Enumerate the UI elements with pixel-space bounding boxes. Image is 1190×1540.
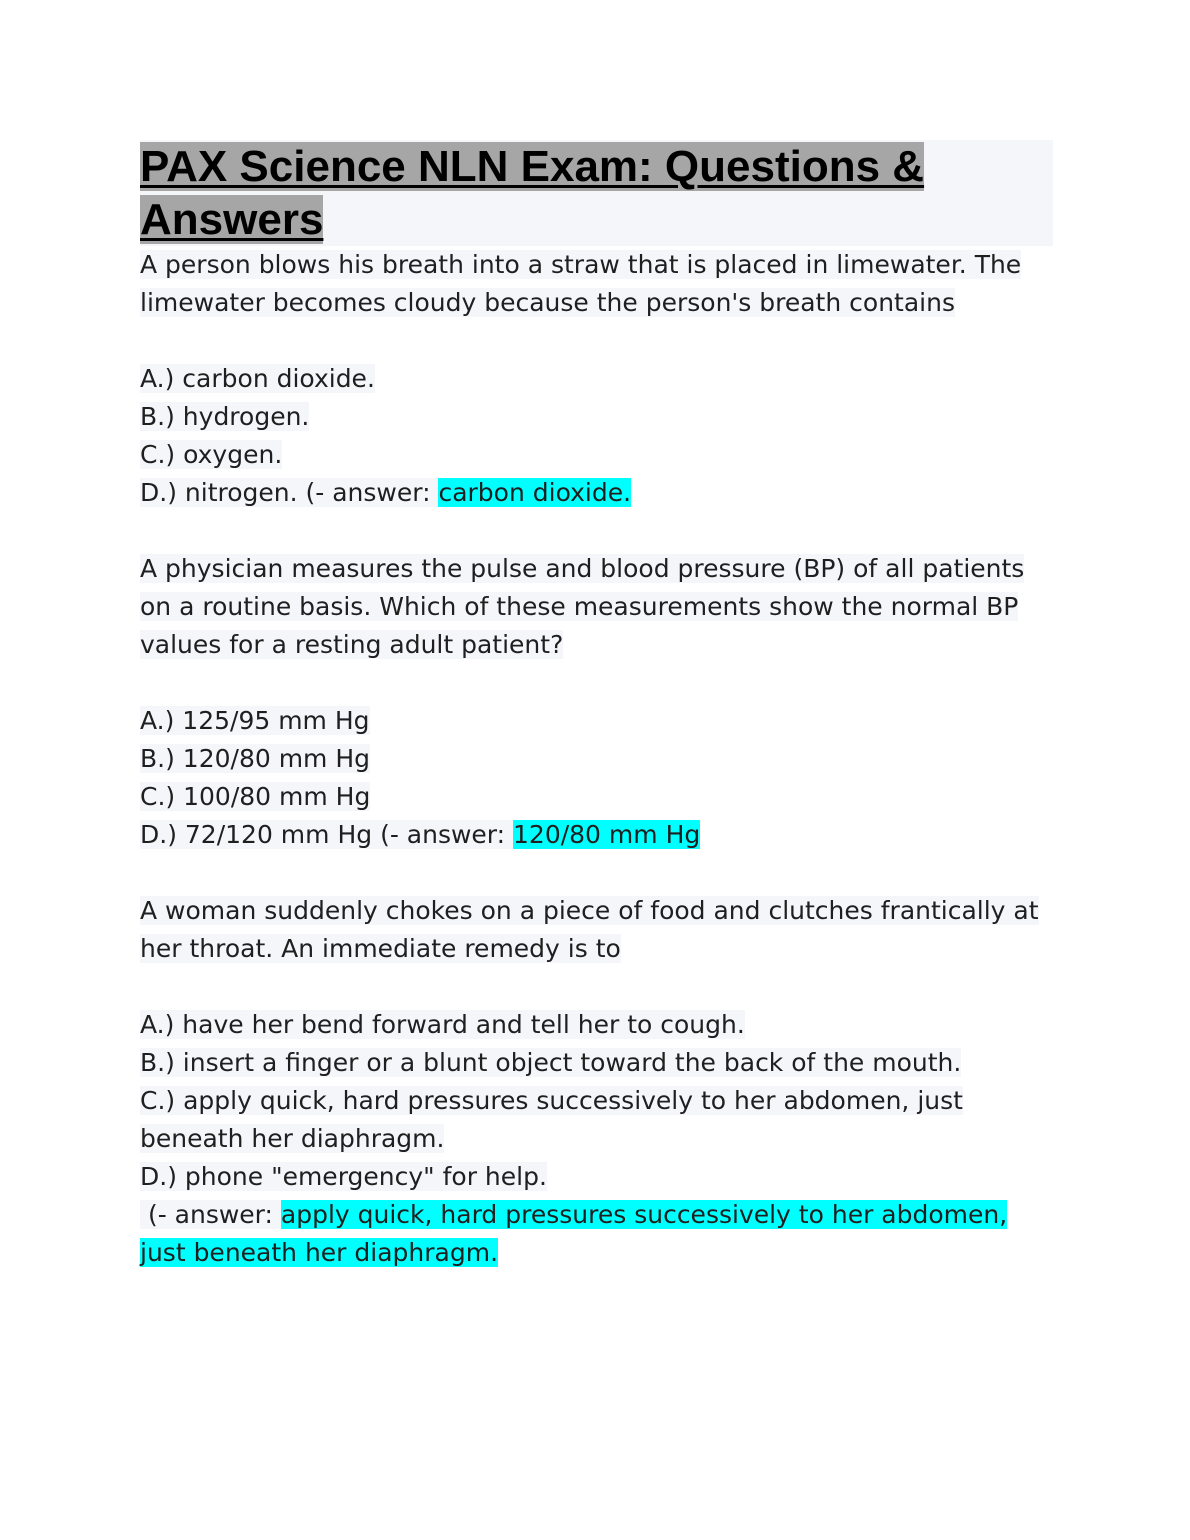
question-3-answer-line-2: just beneath her diaphragm. [140,1238,499,1267]
question-1 [140,246,1055,550]
question-2-stem-line-1: A physician measures the pulse and blood pressure (BP) of all patients [140,554,1025,583]
question-2-answer: 120/80 mm Hg [513,820,701,849]
question-2 [140,550,1055,892]
question-2-option-a: A.) 125/95 mm Hg [140,706,370,735]
question-1-option-d: D.) nitrogen. (- answer: [140,478,439,507]
question-3-stem-line-1: A woman suddenly chokes on a piece of food and clutches frantically at [140,896,1039,925]
question-3-stem-line-2: her throat. An immediate remedy is to [140,934,621,963]
question-3-option-b: B.) insert a finger or a blunt object toward the back of the mouth. [140,1048,962,1077]
question-1-stem-line-2: limewater becomes cloudy because the person's breath contains [140,288,955,317]
question-1-option-a: A.) carbon dioxide. [140,364,375,393]
question-1-stem-line-1: A person blows his breath into a straw that is placed in limewater. The [140,250,1022,279]
title-line-1: PAX Science NLN Exam: Questions & [140,142,925,191]
title-block [140,140,1053,246]
question-3-option-c-line-1: C.) apply quick, hard pressures successively to her abdomen, just [140,1086,963,1115]
question-3-option-a: A.) have her bend forward and tell her to cough. [140,1010,745,1039]
question-2-option-d: D.) 72/120 mm Hg (- answer: [140,820,514,849]
question-1-answer: carbon dioxide. [438,478,632,507]
question-2-option-b: B.) 120/80 mm Hg [140,744,371,773]
question-3-option-c-line-2: beneath her diaphragm. [140,1124,445,1153]
title-line-2: Answers [140,195,324,244]
question-2-stem-line-2: on a routine basis. Which of these measurements show the normal BP [140,592,1019,621]
question-3-answer-prefix: (- answer: [140,1200,281,1229]
question-3 [140,892,1055,1272]
question-1-option-b: B.) hydrogen. [140,402,310,431]
question-1-option-c: C.) oxygen. [140,440,283,469]
document-page [140,140,1055,1272]
question-2-stem-line-3: values for a resting adult patient? [140,630,564,659]
question-3-answer-line-1: apply quick, hard pressures successively to her abdomen, [280,1200,1008,1229]
question-2-option-c: C.) 100/80 mm Hg [140,782,371,811]
question-3-option-d: D.) phone "emergency" for help. [140,1162,547,1191]
page-title [140,140,1053,246]
